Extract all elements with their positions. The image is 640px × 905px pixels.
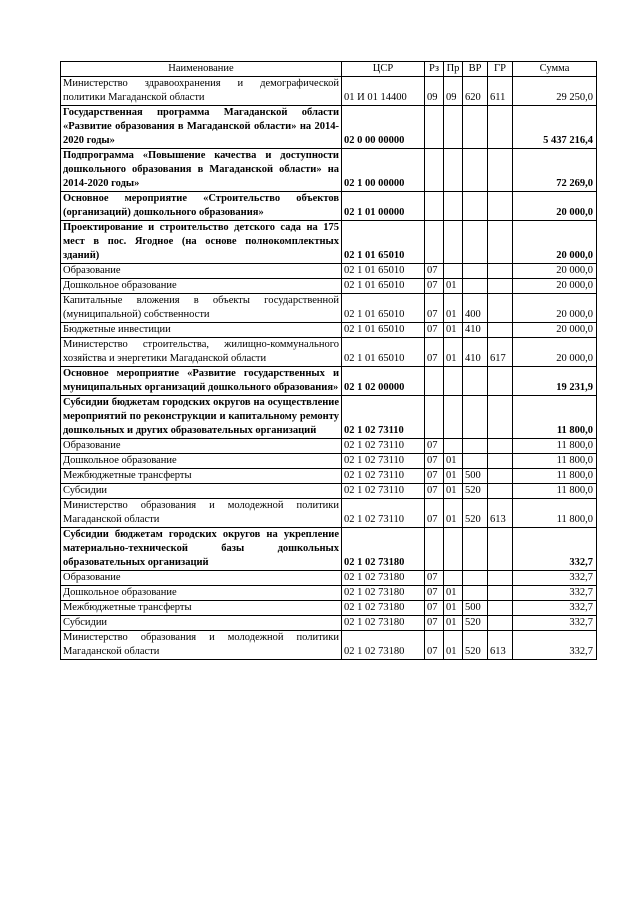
cell-vr [463,221,488,264]
cell-gr: 613 [488,499,513,528]
table-row [61,192,597,221]
cell-name: Межбюджетные трансферты [61,469,342,484]
cell-rz: 07 [425,571,444,586]
cell-gr [488,454,513,469]
cell-csr: 02 1 02 73110 [342,469,425,484]
cell-gr [488,601,513,616]
cell-gr [488,528,513,571]
cell-gr [488,616,513,631]
cell-pr [444,528,463,571]
cell-csr: 02 1 02 73110 [342,484,425,499]
table-row [61,338,597,367]
cell-csr: 02 1 01 00000 [342,192,425,221]
cell-rz: 07 [425,484,444,499]
budget-table [60,61,597,660]
cell-csr: 02 1 01 65010 [342,221,425,264]
header-rz: Рз [425,62,444,77]
cell-csr: 02 1 02 00000 [342,367,425,396]
cell-pr: 01 [444,279,463,294]
cell-rz: 07 [425,469,444,484]
cell-csr: 02 1 02 73110 [342,396,425,439]
cell-vr: 520 [463,499,488,528]
cell-csr: 02 1 02 73110 [342,439,425,454]
table-row [61,106,597,149]
cell-sum: 72 269,0 [513,149,597,192]
cell-gr [488,192,513,221]
cell-pr: 01 [444,586,463,601]
table-row [61,499,597,528]
cell-sum: 20 000,0 [513,279,597,294]
cell-gr [488,221,513,264]
cell-csr: 02 1 01 65010 [342,338,425,367]
cell-gr [488,571,513,586]
table-row [61,571,597,586]
table-row [61,601,597,616]
table-row [61,149,597,192]
cell-name: Капитальные вложения в объекты государственной (муниципальной) собственности [61,294,342,323]
table-row [61,221,597,264]
cell-rz: 07 [425,601,444,616]
cell-gr: 613 [488,631,513,660]
cell-gr [488,294,513,323]
cell-rz: 07 [425,586,444,601]
cell-pr [444,367,463,396]
cell-name: Субсидии бюджетам городских округов на укрепление материально-технической базы дошкольных образовательных организаций [61,528,342,571]
table-body [61,77,597,660]
cell-vr: 520 [463,631,488,660]
cell-rz: 07 [425,294,444,323]
cell-pr: 01 [444,601,463,616]
table-row [61,469,597,484]
cell-pr: 01 [444,338,463,367]
cell-pr: 01 [444,631,463,660]
cell-name: Проектирование и строительство детского сада на 175 мест в пос. Ягодное (на основе полнокомплектных зданий) [61,221,342,264]
header-sum: Сумма [513,62,597,77]
cell-csr: 02 1 02 73180 [342,616,425,631]
cell-sum: 332,7 [513,586,597,601]
cell-name: Основное мероприятие «Строительство объектов (организаций) дошкольного образования» [61,192,342,221]
cell-sum: 19 231,9 [513,367,597,396]
cell-rz [425,396,444,439]
cell-pr: 01 [444,616,463,631]
cell-sum: 20 000,0 [513,192,597,221]
header-csr: ЦСР [342,62,425,77]
cell-gr [488,439,513,454]
table-row [61,77,597,106]
cell-name: Субсидии [61,616,342,631]
cell-vr: 520 [463,484,488,499]
cell-vr [463,367,488,396]
cell-name: Министерство строительства, жилищно-коммунального хозяйства и энергетики Магаданской области [61,338,342,367]
cell-csr: 02 1 02 73110 [342,499,425,528]
cell-vr [463,396,488,439]
cell-pr: 01 [444,323,463,338]
cell-sum: 11 800,0 [513,469,597,484]
cell-rz: 07 [425,454,444,469]
table-row [61,631,597,660]
cell-sum: 332,7 [513,631,597,660]
header-vr: ВР [463,62,488,77]
header-name: Наименование [61,62,342,77]
cell-rz: 07 [425,338,444,367]
cell-csr: 02 1 02 73180 [342,571,425,586]
cell-name: Подпрограмма «Повышение качества и доступности дошкольного образования в Магаданской области» на 2014-2020 годы» [61,149,342,192]
cell-name: Министерство здравоохранения и демографической политики Магаданской области [61,77,342,106]
table-row [61,484,597,499]
cell-name: Государственная программа Магаданской области «Развитие образования в Магаданской области» на 2014-2020 годы» [61,106,342,149]
cell-vr: 410 [463,323,488,338]
cell-gr: 617 [488,338,513,367]
table-row [61,454,597,469]
table-row [61,264,597,279]
table-row [61,294,597,323]
table-header-row [61,62,597,77]
cell-csr: 02 1 01 65010 [342,264,425,279]
cell-sum: 11 800,0 [513,396,597,439]
cell-rz: 09 [425,77,444,106]
cell-rz: 07 [425,323,444,338]
cell-sum: 20 000,0 [513,323,597,338]
cell-sum: 20 000,0 [513,294,597,323]
header-pr: Пр [444,62,463,77]
cell-gr [488,279,513,294]
cell-name: Основное мероприятие «Развитие государственных и муниципальных организаций дошкольного образования» [61,367,342,396]
cell-sum: 5 437 216,4 [513,106,597,149]
cell-vr [463,571,488,586]
cell-vr [463,192,488,221]
cell-rz: 07 [425,616,444,631]
cell-rz: 07 [425,499,444,528]
cell-rz: 07 [425,279,444,294]
cell-vr [463,106,488,149]
cell-csr: 02 1 01 65010 [342,294,425,323]
cell-vr: 500 [463,469,488,484]
cell-csr: 02 0 00 00000 [342,106,425,149]
cell-name: Министерство образования и молодежной политики Магаданской области [61,499,342,528]
cell-pr: 01 [444,454,463,469]
cell-rz [425,528,444,571]
header-gr: ГР [488,62,513,77]
cell-csr: 02 1 01 65010 [342,323,425,338]
cell-sum: 11 800,0 [513,499,597,528]
cell-pr: 01 [444,294,463,323]
cell-sum: 332,7 [513,601,597,616]
cell-name: Дошкольное образование [61,586,342,601]
cell-pr [444,264,463,279]
cell-gr [488,469,513,484]
cell-vr [463,439,488,454]
cell-sum: 11 800,0 [513,484,597,499]
cell-csr: 02 1 02 73110 [342,454,425,469]
cell-sum: 11 800,0 [513,439,597,454]
cell-pr [444,192,463,221]
cell-vr [463,149,488,192]
cell-csr: 02 1 02 73180 [342,601,425,616]
cell-rz: 07 [425,264,444,279]
cell-vr [463,586,488,601]
cell-vr [463,528,488,571]
cell-vr [463,264,488,279]
cell-sum: 11 800,0 [513,454,597,469]
cell-name: Образование [61,439,342,454]
cell-sum: 332,7 [513,616,597,631]
cell-rz: 07 [425,631,444,660]
cell-csr: 02 1 02 73180 [342,528,425,571]
cell-gr [488,396,513,439]
cell-name: Субсидии [61,484,342,499]
table-row [61,586,597,601]
cell-sum: 332,7 [513,528,597,571]
cell-name: Образование [61,571,342,586]
cell-pr: 01 [444,469,463,484]
cell-name: Межбюджетные трансферты [61,601,342,616]
cell-name: Министерство образования и молодежной политики Магаданской области [61,631,342,660]
cell-gr [488,484,513,499]
cell-gr: 611 [488,77,513,106]
cell-gr [488,149,513,192]
cell-rz [425,221,444,264]
cell-csr: 01 И 01 14400 [342,77,425,106]
cell-rz [425,106,444,149]
cell-rz [425,367,444,396]
cell-rz [425,149,444,192]
cell-csr: 02 1 02 73180 [342,586,425,601]
cell-sum: 20 000,0 [513,338,597,367]
cell-rz [425,192,444,221]
table-row [61,396,597,439]
cell-name: Образование [61,264,342,279]
table-row [61,439,597,454]
cell-gr [488,264,513,279]
cell-pr [444,571,463,586]
cell-gr [488,586,513,601]
cell-pr [444,221,463,264]
table-row [61,616,597,631]
cell-vr [463,279,488,294]
cell-vr: 620 [463,77,488,106]
cell-pr: 01 [444,484,463,499]
cell-gr [488,367,513,396]
cell-name: Дошкольное образование [61,454,342,469]
cell-csr: 02 1 01 65010 [342,279,425,294]
cell-name: Дошкольное образование [61,279,342,294]
cell-sum: 29 250,0 [513,77,597,106]
cell-pr [444,396,463,439]
cell-gr [488,323,513,338]
cell-pr: 09 [444,77,463,106]
cell-name: Субсидии бюджетам городских округов на осуществление мероприятий по реконструкции и капитальному ремонту дошкольных и других образовательных организаций [61,396,342,439]
cell-pr [444,106,463,149]
cell-rz: 07 [425,439,444,454]
cell-sum: 332,7 [513,571,597,586]
table-row [61,528,597,571]
cell-vr: 500 [463,601,488,616]
cell-gr [488,106,513,149]
cell-pr [444,149,463,192]
cell-vr: 410 [463,338,488,367]
cell-csr: 02 1 00 00000 [342,149,425,192]
cell-sum: 20 000,0 [513,264,597,279]
table-row [61,323,597,338]
cell-name: Бюджетные инвестиции [61,323,342,338]
cell-pr: 01 [444,499,463,528]
cell-sum: 20 000,0 [513,221,597,264]
cell-vr: 520 [463,616,488,631]
cell-csr: 02 1 02 73180 [342,631,425,660]
cell-vr [463,454,488,469]
table-row [61,279,597,294]
cell-pr [444,439,463,454]
table-row [61,367,597,396]
cell-vr: 400 [463,294,488,323]
